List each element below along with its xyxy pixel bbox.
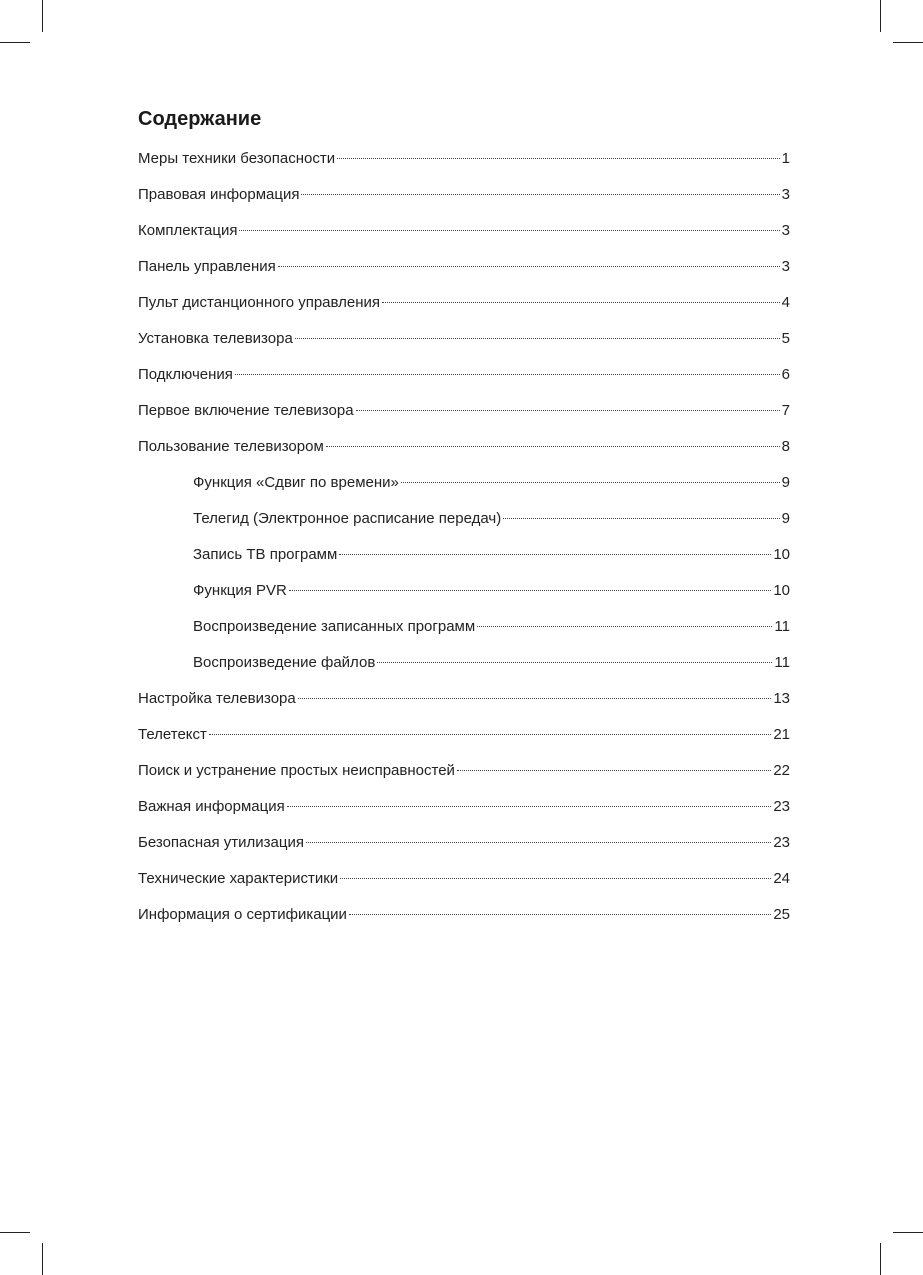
toc-entry-page: 13: [773, 690, 790, 707]
toc-entry-page: 6: [781, 366, 790, 383]
toc-dot-leader: [356, 410, 780, 411]
crop-mark: [42, 0, 43, 32]
crop-mark: [0, 42, 30, 43]
crop-mark: [893, 42, 923, 43]
toc-dot-leader: [209, 734, 771, 735]
toc-dot-leader: [306, 842, 771, 843]
toc-dot-leader: [377, 662, 772, 663]
toc-entry-page: 9: [781, 510, 790, 527]
toc-dot-leader: [337, 158, 780, 159]
toc-entry-label: Комплектация: [138, 222, 238, 239]
toc-dot-leader: [349, 914, 771, 915]
toc-dot-leader: [326, 446, 780, 447]
toc-dot-leader: [339, 554, 771, 555]
toc-entry-page: 11: [774, 654, 790, 671]
toc-entry[interactable]: [138, 688, 790, 724]
toc-entry-label: Пользование телевизором: [138, 438, 324, 455]
toc-dot-leader: [457, 770, 771, 771]
toc-entry-label: Правовая информация: [138, 186, 300, 203]
toc-entry-label: Поиск и устранение простых неисправностей: [138, 762, 455, 779]
toc-dot-leader: [298, 698, 772, 699]
toc-dot-leader: [503, 518, 779, 519]
toc-entry-label: Функция «Сдвиг по времени»: [193, 474, 399, 491]
toc-entry-label: Панель управления: [138, 258, 276, 275]
toc-entry-label: Технические характеристики: [138, 870, 339, 887]
crop-mark: [42, 1243, 43, 1275]
toc-dot-leader: [401, 482, 780, 483]
toc-entry[interactable]: [138, 868, 790, 904]
toc-entry[interactable]: [138, 364, 790, 400]
toc-entry-label: Пульт дистанционного управления: [138, 294, 381, 311]
toc-entry-page: 21: [773, 726, 790, 743]
toc-entry-label: Безопасная утилизация: [138, 834, 304, 851]
toc-entry[interactable]: [138, 220, 790, 256]
toc-dot-leader: [340, 878, 771, 879]
toc-entry[interactable]: [138, 400, 790, 436]
toc-entry-label: Запись ТВ программ: [193, 546, 338, 563]
toc-entry-page: 7: [781, 402, 790, 419]
toc-entry[interactable]: [138, 436, 790, 472]
toc-entry-page: 23: [773, 834, 790, 851]
toc-entry-page: 24: [773, 870, 790, 887]
toc-entry-label: Важная информация: [138, 798, 285, 815]
toc-entry-label: Телегид (Электронное расписание передач): [193, 510, 502, 527]
toc-entry[interactable]: [138, 904, 790, 940]
toc-entry[interactable]: [138, 724, 790, 760]
crop-mark: [893, 1232, 923, 1233]
toc-entry[interactable]: [138, 292, 790, 328]
toc-entry-page: 10: [773, 582, 790, 599]
toc-entry[interactable]: [138, 580, 790, 616]
toc-entry[interactable]: [138, 508, 790, 544]
toc-dot-leader: [287, 806, 772, 807]
toc-entry-page: 11: [774, 618, 790, 635]
toc-entry-label: Информация о сертификации: [138, 906, 347, 923]
toc-entry-label: Меры техники безопасности: [138, 150, 336, 167]
toc-entry[interactable]: [138, 796, 790, 832]
toc-entry-label: Функция PVR: [193, 582, 287, 599]
toc-entry-page: 3: [781, 222, 790, 239]
toc-dot-leader: [301, 194, 779, 195]
toc-dot-leader: [382, 302, 780, 303]
toc-entry-label: Настройка телевизора: [138, 690, 296, 707]
toc-dot-leader: [295, 338, 780, 339]
toc-entry-label: Первое включение телевизора: [138, 402, 354, 419]
toc-entry-label: Подключения: [138, 366, 233, 383]
toc-entry-label: Телетекст: [138, 726, 207, 743]
toc-entry-page: 1: [781, 150, 790, 167]
toc-entry-page: 3: [781, 258, 790, 275]
toc-entry[interactable]: [138, 148, 790, 184]
toc-entry-page: 9: [781, 474, 790, 491]
toc-entry[interactable]: [138, 256, 790, 292]
toc-entry[interactable]: [138, 544, 790, 580]
table-of-contents: [138, 148, 790, 940]
toc-dot-leader: [278, 266, 780, 267]
toc-entry[interactable]: [138, 184, 790, 220]
toc-entry-label: Установка телевизора: [138, 330, 293, 347]
toc-entry[interactable]: [138, 616, 790, 652]
page-title: Содержание: [138, 108, 262, 130]
toc-entry-page: 5: [781, 330, 790, 347]
toc-dot-leader: [235, 374, 780, 375]
toc-entry-page: 10: [773, 546, 790, 563]
toc-entry-label: Воспроизведение файлов: [193, 654, 376, 671]
toc-dot-leader: [239, 230, 779, 231]
toc-entry[interactable]: [138, 472, 790, 508]
toc-entry[interactable]: [138, 760, 790, 796]
toc-entry-page: 23: [773, 798, 790, 815]
toc-dot-leader: [477, 626, 772, 627]
toc-entry-label: Воспроизведение записанных программ: [193, 618, 476, 635]
toc-entry[interactable]: [138, 328, 790, 364]
toc-entry-page: 3: [781, 186, 790, 203]
toc-entry[interactable]: [138, 832, 790, 868]
crop-mark: [880, 1243, 881, 1275]
crop-mark: [880, 0, 881, 32]
toc-entry-page: 8: [781, 438, 790, 455]
toc-entry-page: 25: [773, 906, 790, 923]
crop-mark: [0, 1232, 30, 1233]
toc-dot-leader: [289, 590, 771, 591]
toc-entry[interactable]: [138, 652, 790, 688]
toc-entry-page: 22: [773, 762, 790, 779]
toc-entry-page: 4: [781, 294, 790, 311]
